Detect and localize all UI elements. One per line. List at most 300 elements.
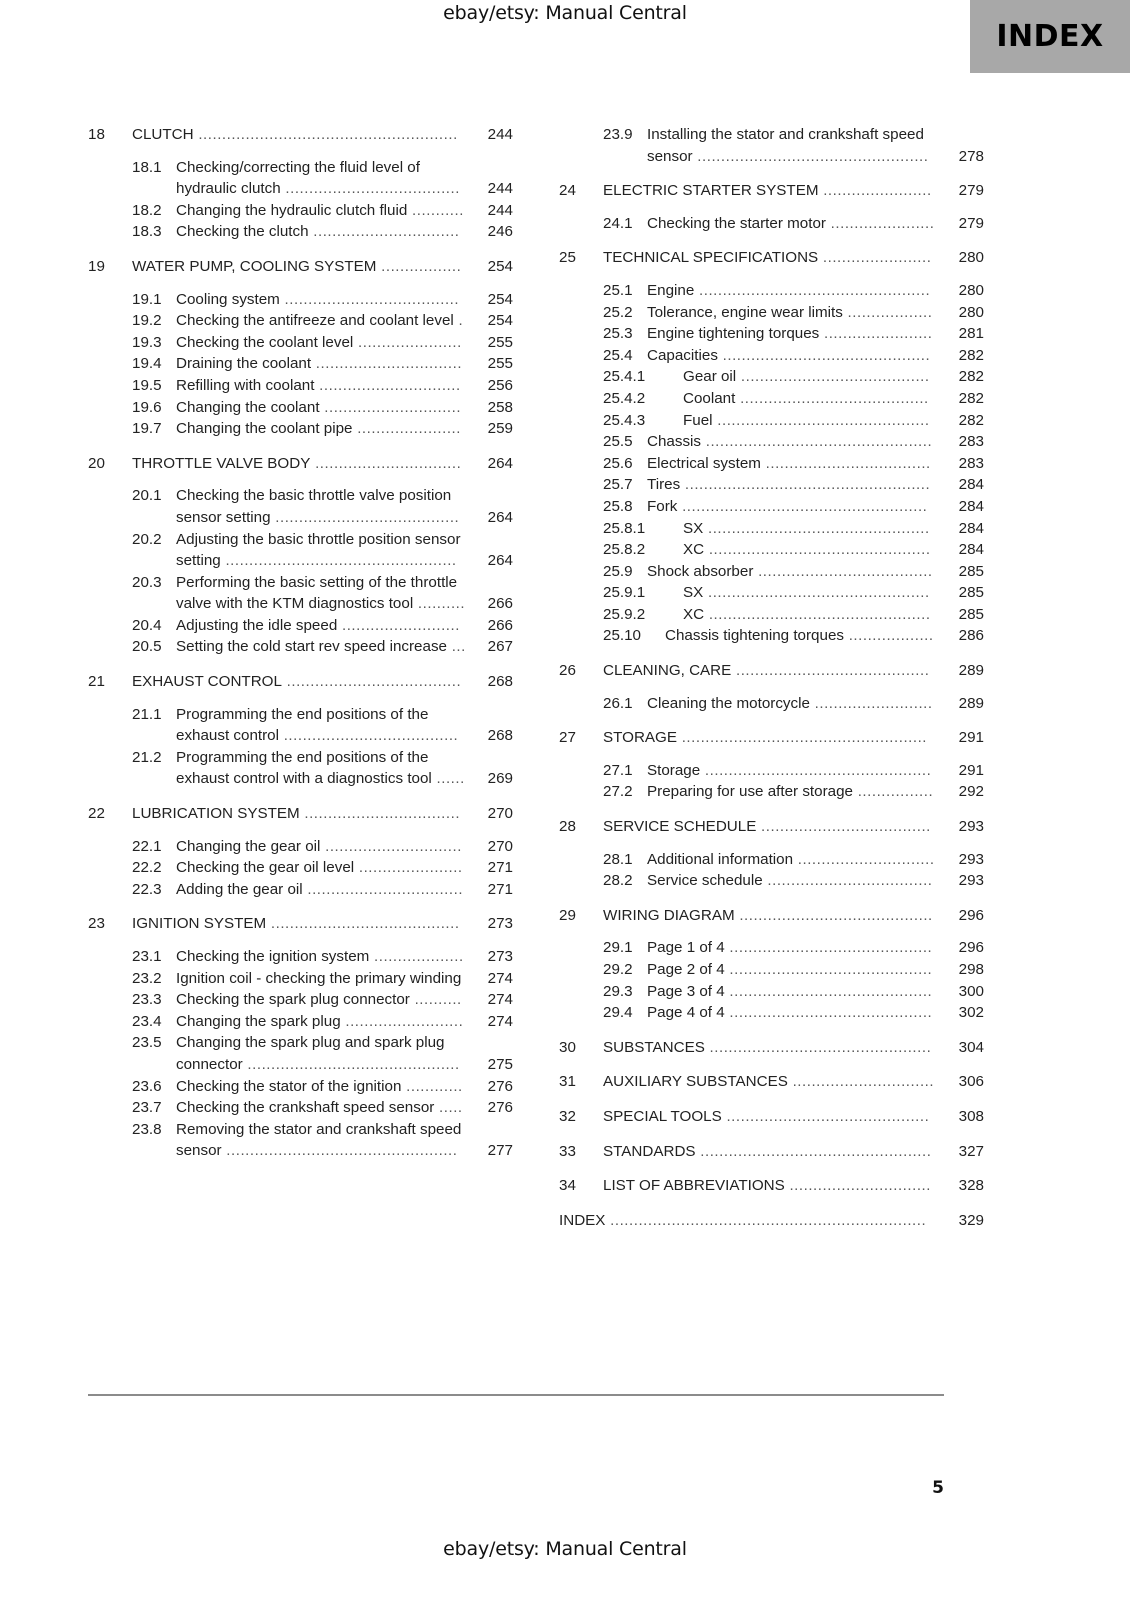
toc-entry[interactable] (559, 660, 984, 682)
toc-entry[interactable] (88, 453, 513, 475)
toc-entry[interactable] (559, 604, 984, 626)
toc-entry[interactable] (559, 124, 984, 167)
toc-entry-number: 19 (88, 257, 105, 275)
toc-entry-body (647, 870, 984, 892)
leader-dots: ............................................... (704, 605, 931, 623)
toc-entry-number: 25.4.2 (603, 389, 646, 407)
toc-entry[interactable] (88, 879, 513, 901)
toc-entry-body (176, 989, 513, 1011)
toc-entry-title: SX (683, 519, 704, 537)
toc-entry-number: 25.6 (603, 454, 633, 472)
leader-dots: ...................... (354, 859, 463, 877)
toc-entry-body (647, 693, 984, 715)
toc-entry[interactable] (559, 453, 984, 475)
toc-entry[interactable] (559, 727, 984, 749)
toc-entry[interactable] (559, 410, 984, 432)
toc-entry-body (176, 836, 513, 858)
toc-entry-page: 270 (487, 805, 513, 823)
toc-entry-page: 304 (958, 1038, 984, 1056)
toc-entry-number: 25.3 (603, 325, 633, 343)
toc-entry-body (603, 180, 984, 202)
toc-entry[interactable] (88, 397, 513, 419)
toc-entry[interactable] (88, 704, 513, 747)
toc-entry-title: Adjusting the basic throttle position sensor setting (176, 530, 461, 570)
leader-dots: ............................................ (717, 346, 931, 364)
toc-entry-title: STANDARDS (603, 1142, 696, 1160)
toc-entry-page: 284 (958, 497, 984, 515)
leader-dots: ................................. (299, 805, 461, 823)
toc-entry[interactable] (559, 280, 984, 302)
toc-entry-page: 285 (958, 584, 984, 602)
toc-entry-number: 27 (559, 729, 576, 747)
toc-entry[interactable] (559, 781, 984, 803)
toc-entry-page: 264 (487, 552, 513, 570)
toc-entry[interactable] (559, 518, 984, 540)
toc-entry-body (176, 157, 513, 200)
toc-entry-number: 21 (88, 673, 105, 691)
toc-entry-page: 284 (958, 541, 984, 559)
toc-entry-page: 267 (487, 638, 513, 656)
toc-entry-page: 329 (958, 1211, 984, 1229)
toc-entry-title: Changing the spark plug and spark plug connector (176, 1034, 445, 1073)
toc-entry[interactable] (559, 1002, 984, 1024)
toc-entry-title: CLUTCH (132, 126, 194, 143)
toc-entry-number: 20.2 (132, 530, 162, 548)
toc-entry-title: Removing the stator and crankshaft speed sensor (176, 1120, 462, 1160)
toc-entry-number: 23.2 (132, 969, 162, 987)
leader-dots: .............................. (314, 376, 461, 394)
leader-dots: ............................... (308, 223, 460, 241)
toc-entry-number: 23.3 (132, 991, 162, 1009)
leader-dots: ............................................. (712, 411, 930, 429)
toc-entry[interactable] (559, 561, 984, 583)
toc-entry-title: WIRING DIAGRAM (603, 906, 735, 924)
toc-entry[interactable] (88, 1032, 513, 1075)
toc-entry-page: 255 (487, 355, 513, 373)
toc-entry-number: 24.1 (603, 214, 633, 232)
toc-entry-page: 293 (958, 872, 984, 890)
toc-entry-page: 254 (487, 257, 513, 275)
toc-entry-title: Capacities (647, 346, 718, 364)
toc-entry[interactable] (559, 474, 984, 496)
toc-entry[interactable] (559, 1106, 984, 1128)
toc-entry-number: 33 (559, 1142, 576, 1160)
leader-dots: .................................................... (677, 729, 928, 747)
toc-entry-page: 293 (958, 850, 984, 868)
toc-entry-title: SX (683, 584, 704, 602)
toc-entry-number: 19.6 (132, 398, 162, 416)
toc-entry-title: Checking the ignition system (176, 948, 370, 965)
toc-entry-number: 18.2 (132, 201, 162, 219)
toc-entry-title: Chassis tightening torques (665, 627, 844, 645)
toc-entry-body (132, 124, 513, 146)
leader-dots: ........... (407, 201, 464, 219)
toc-entry-page: 278 (958, 147, 984, 165)
toc-entry[interactable] (559, 582, 984, 604)
toc-entry-number: 29.1 (603, 939, 633, 957)
toc-entry-page: 286 (958, 627, 984, 645)
toc-entry-body (665, 518, 984, 540)
toc-entry[interactable] (559, 366, 984, 388)
leader-dots: ........................................... (724, 961, 933, 978)
toc-entry-number: 25.8.1 (603, 519, 646, 537)
toc-entry-page: 259 (487, 420, 513, 438)
toc-entry[interactable] (559, 539, 984, 561)
toc-entry-title: Service schedule (647, 872, 763, 890)
toc-entry-title: INDEX (559, 1211, 606, 1229)
toc-entry-page: 266 (487, 595, 513, 613)
toc-entry-title: Checking the stator of the ignition (176, 1077, 402, 1095)
toc-entry-page: 302 (958, 1004, 984, 1022)
leader-dots: ................................. (302, 880, 464, 898)
toc-entry[interactable] (88, 332, 513, 354)
leader-dots: ................................................ (701, 433, 933, 451)
toc-entry[interactable] (559, 981, 984, 1003)
toc-entry-number: 20.1 (132, 487, 162, 505)
toc-entry-number: 18.1 (132, 158, 162, 176)
toc-entry-page: 274 (487, 991, 513, 1009)
leader-dots: ............................. (793, 850, 935, 868)
toc-entry-body (176, 221, 513, 243)
top-watermark: ebay/etsy: Manual Central (443, 2, 687, 24)
leader-dots: ....................... (818, 249, 932, 267)
toc-entry-title: Page 4 of 4 (647, 1004, 725, 1022)
toc-entry-number: 21.1 (132, 705, 162, 723)
toc-entry[interactable] (559, 905, 984, 927)
toc-entry-page: 273 (487, 915, 513, 933)
toc-entry[interactable] (88, 913, 513, 935)
toc-entry-body (603, 816, 984, 838)
leader-dots: ..................................... (279, 290, 460, 308)
toc-entry[interactable] (559, 937, 984, 959)
toc-entry[interactable] (559, 959, 984, 981)
leader-dots: ............................. (319, 398, 462, 416)
leader-dots: ......................... (809, 694, 933, 712)
toc-entry-page: 264 (487, 508, 513, 526)
toc-entry-page: 246 (487, 223, 513, 241)
toc-entry[interactable] (88, 1097, 513, 1119)
toc-entry-title: XC (683, 605, 705, 623)
leader-dots: ........................................... (724, 939, 933, 957)
toc-entry-title: Fork (647, 497, 678, 515)
leader-dots: ............................... (310, 454, 462, 472)
leader-dots: ............................................... (703, 584, 930, 602)
toc-entry-body (176, 1097, 513, 1119)
toc-entry-body (647, 959, 984, 981)
toc-entry-title: Page 2 of 4 (647, 961, 725, 978)
toc-entry[interactable] (559, 213, 984, 235)
toc-entry-number: 19.2 (132, 312, 162, 330)
toc-entry[interactable] (88, 1011, 513, 1033)
toc-entry[interactable] (88, 221, 513, 243)
toc-entry-body (647, 323, 984, 345)
leader-dots: .......... (409, 991, 462, 1009)
toc-entry-title: AUXILIARY SUBSTANCES (603, 1073, 788, 1091)
toc-entry-body (647, 213, 984, 235)
leader-dots: ............ (401, 1077, 463, 1095)
toc-entry-number: 24 (559, 182, 576, 200)
toc-entry-page: 328 (958, 1177, 984, 1195)
toc-entry[interactable] (559, 302, 984, 324)
toc-entry-page: 283 (958, 454, 984, 472)
toc-entry[interactable] (559, 760, 984, 782)
toc-entry[interactable] (559, 849, 984, 871)
toc-entry-page: 282 (958, 389, 984, 407)
toc-entry[interactable] (559, 247, 984, 269)
toc-entry-body (176, 332, 513, 354)
toc-entry-title: Changing the coolant pipe (176, 420, 353, 438)
toc-entry-page: 280 (958, 281, 984, 299)
leader-dots: ....................... (818, 182, 932, 200)
toc-entry[interactable] (88, 418, 513, 440)
toc-entry[interactable] (88, 289, 513, 311)
page-number: 5 (932, 1478, 944, 1498)
toc-entry-number: 23.7 (132, 1099, 162, 1117)
toc-entry[interactable] (559, 1141, 984, 1163)
toc-entry[interactable] (88, 310, 513, 332)
toc-entry-title: Preparing for use after storage (647, 783, 853, 801)
toc-entry-page: 256 (487, 376, 513, 394)
toc-entry[interactable] (559, 693, 984, 715)
toc-entry[interactable] (88, 968, 513, 990)
toc-entry-body (176, 375, 513, 397)
leader-dots: ....................................... (270, 508, 460, 526)
toc-entry[interactable] (88, 124, 513, 146)
toc-entry[interactable] (88, 803, 513, 825)
toc-entry-page: 266 (487, 616, 513, 634)
toc-entry-body (132, 671, 513, 693)
toc-entry-title: Checking/correcting the fluid level of hydraulic clutch (176, 158, 420, 198)
toc-entry-page: 281 (958, 325, 984, 343)
leader-dots: .............................. (784, 1177, 931, 1195)
leader-dots: ....................................................... (193, 126, 458, 143)
toc-entry-number: 22.1 (132, 837, 162, 855)
toc-entry-number: 26 (559, 662, 576, 680)
leader-dots: ........................................... (721, 1107, 930, 1125)
toc-entry-page: 254 (487, 312, 513, 330)
toc-entry[interactable] (559, 870, 984, 892)
toc-entry[interactable] (88, 256, 513, 278)
leader-dots: ............................................... (704, 1038, 932, 1056)
toc-entry[interactable] (559, 388, 984, 410)
toc-entry-page: 280 (958, 303, 984, 321)
toc-entry-title: Ignition coil - checking the primary winding (176, 969, 462, 987)
toc-entry-number: 25 (559, 249, 576, 267)
toc-entry-page: 283 (958, 433, 984, 451)
toc-entry[interactable] (559, 816, 984, 838)
toc-entry-number: 23.1 (132, 948, 162, 965)
toc-entry-number: 20.5 (132, 638, 162, 656)
toc-entry-body (665, 582, 984, 604)
leader-dots: ................................................. (692, 147, 929, 165)
toc-entry-page: 274 (487, 969, 513, 987)
leader-dots: ..................................... (279, 727, 459, 745)
toc-entry[interactable] (88, 636, 513, 658)
toc-entry-body (647, 561, 984, 583)
toc-entry-title: XC (683, 541, 705, 559)
toc-entry-title: Adjusting the idle speed (176, 616, 338, 634)
toc-entry[interactable] (88, 529, 513, 572)
toc-entry-body (176, 529, 513, 572)
toc-entry-page: 275 (487, 1055, 513, 1073)
toc-entry-title: Tolerance, engine wear limits (647, 303, 843, 321)
toc-entry-body (665, 388, 984, 410)
toc-entry-title: Checking the crankshaft speed sensor (176, 1099, 435, 1117)
toc-entry-body (647, 453, 984, 475)
toc-entry-body (647, 781, 984, 803)
toc-entry[interactable] (559, 345, 984, 367)
leader-dots: .................. (842, 303, 933, 321)
toc-entry-body (176, 310, 513, 332)
toc-entry-page: 268 (487, 727, 513, 745)
leader-dots: ............................................... (703, 519, 930, 537)
toc-entry-page: 284 (958, 476, 984, 494)
leader-dots: ................................................. (694, 281, 931, 299)
leader-dots: ................ (853, 783, 934, 801)
toc-entry-page: 276 (487, 1099, 513, 1117)
toc-entry-title: Shock absorber (647, 562, 754, 580)
toc-entry-body (647, 1002, 984, 1024)
toc-entry-title: LIST OF ABBREVIATIONS (603, 1177, 785, 1195)
toc-entry-title: Fuel (683, 411, 713, 429)
toc-entry[interactable] (88, 836, 513, 858)
toc-entry-number: 25.2 (603, 303, 633, 321)
toc-entry[interactable] (88, 747, 513, 790)
toc-entry[interactable] (88, 375, 513, 397)
toc-entry-body (647, 302, 984, 324)
toc-entry[interactable] (88, 1076, 513, 1098)
toc-entry-page: 279 (958, 182, 984, 200)
toc-entry-number: 25.4 (603, 346, 633, 364)
leader-dots: ........................................ (736, 368, 930, 386)
toc-entry-number: 26.1 (603, 694, 633, 712)
toc-entry-number: 28.1 (603, 850, 633, 868)
toc-column-right (559, 124, 984, 1242)
toc-entry-page: 296 (958, 906, 984, 924)
toc-entry[interactable] (559, 1175, 984, 1197)
toc-entry-page: 280 (958, 249, 984, 267)
toc-entry-page: 298 (958, 961, 984, 978)
toc-entry[interactable] (88, 157, 513, 200)
leader-dots: ........................................ (735, 389, 929, 407)
toc-entry-title: Installing the stator and crankshaft speed sensor (647, 126, 924, 165)
toc-entry[interactable] (559, 431, 984, 453)
toc-entry-number: 19.3 (132, 333, 162, 351)
toc-entry-page: 282 (958, 368, 984, 386)
toc-entry[interactable] (559, 1037, 984, 1059)
leader-dots: ......................................... (731, 662, 930, 680)
toc-entry[interactable] (559, 1210, 984, 1232)
toc-entry-body (176, 747, 513, 790)
toc-entry[interactable] (559, 1071, 984, 1093)
toc-entry[interactable] (559, 625, 984, 647)
toc-entry-title: Engine (647, 281, 695, 299)
leader-dots: ......................... (337, 616, 460, 634)
leader-dots: ................................................. (695, 1142, 932, 1160)
leader-dots: ............................................. (242, 1055, 460, 1073)
leader-dots: ................................... (762, 872, 933, 890)
toc-entry-page: 284 (958, 519, 984, 537)
leader-dots: ............................... (311, 355, 463, 373)
toc-entry-title: Page 3 of 4 (647, 982, 725, 1000)
toc-entry-number: 23.6 (132, 1077, 162, 1095)
toc-entry-title: LUBRICATION SYSTEM (132, 805, 300, 823)
leader-dots: ... (447, 638, 466, 656)
leader-dots: . (453, 312, 464, 330)
toc-entry-title: IGNITION SYSTEM (132, 915, 267, 933)
toc-entry-body (176, 636, 513, 658)
toc-entry-number: 23.9 (603, 126, 633, 143)
toc-entry-body (603, 727, 984, 749)
toc-entry[interactable] (88, 485, 513, 528)
toc-entry-title: Checking the coolant level (176, 333, 354, 351)
toc-entry-body (176, 879, 513, 901)
toc-entry[interactable] (559, 180, 984, 202)
toc-entry-page: 285 (958, 605, 984, 623)
toc-entry[interactable] (88, 572, 513, 615)
toc-entry-number: 20 (88, 454, 105, 472)
toc-entry-body (647, 431, 984, 453)
toc-entry-number: 31 (559, 1073, 576, 1091)
toc-entry-body (603, 247, 984, 269)
leader-dots: ...................... (825, 214, 935, 232)
toc-entry-page: 271 (487, 880, 513, 898)
toc-entry-body (603, 1106, 984, 1128)
toc-entry-title: Engine tightening torques (647, 325, 820, 343)
toc-entry[interactable] (88, 1119, 513, 1162)
toc-entry-page: 269 (487, 770, 513, 788)
toc-entry-body (176, 397, 513, 419)
toc-entry-title: Programming the end positions of the exhaust control (176, 705, 429, 745)
toc-entry-page: 274 (487, 1012, 513, 1030)
toc-entry[interactable] (88, 615, 513, 637)
toc-entry[interactable] (88, 946, 513, 968)
toc-entry-title: Checking the starter motor (647, 214, 826, 232)
toc-entry[interactable] (559, 323, 984, 345)
toc-entry-number: 27.1 (603, 761, 633, 779)
toc-entry-page: 285 (958, 562, 984, 580)
toc-entry-number: 23.5 (132, 1034, 162, 1052)
toc-entry[interactable] (559, 496, 984, 518)
toc-entry-body (176, 968, 513, 990)
toc-entry-page: 254 (487, 290, 513, 308)
toc-entry-body (132, 913, 513, 935)
toc-entry-page: 277 (487, 1142, 513, 1160)
toc-entry-number: 32 (559, 1107, 576, 1125)
leader-dots: .............................. (787, 1073, 935, 1091)
toc-entry-page: 255 (487, 333, 513, 351)
toc-entry[interactable] (88, 353, 513, 375)
toc-entry-number: 29.2 (603, 961, 633, 978)
toc-entry[interactable] (88, 200, 513, 222)
toc-entry-number: 19.4 (132, 355, 162, 373)
toc-entry[interactable] (88, 989, 513, 1011)
toc-entry-body (665, 366, 984, 388)
toc-entry-number: 34 (559, 1177, 576, 1195)
toc-entry-body (647, 280, 984, 302)
leader-dots: ..................................... (753, 562, 933, 580)
toc-entry-page: 308 (958, 1107, 984, 1125)
toc-entry-title: Additional information (647, 850, 794, 868)
toc-entry-page: 244 (487, 180, 513, 198)
leader-dots: ......................................... (734, 906, 933, 924)
toc-entry[interactable] (88, 671, 513, 693)
toc-entry-number: 29.4 (603, 1004, 633, 1022)
toc-entry-body (176, 353, 513, 375)
toc-entry[interactable] (88, 857, 513, 879)
toc-entry-title: Checking the clutch (176, 223, 309, 241)
toc-entry-page: 300 (958, 982, 984, 1000)
